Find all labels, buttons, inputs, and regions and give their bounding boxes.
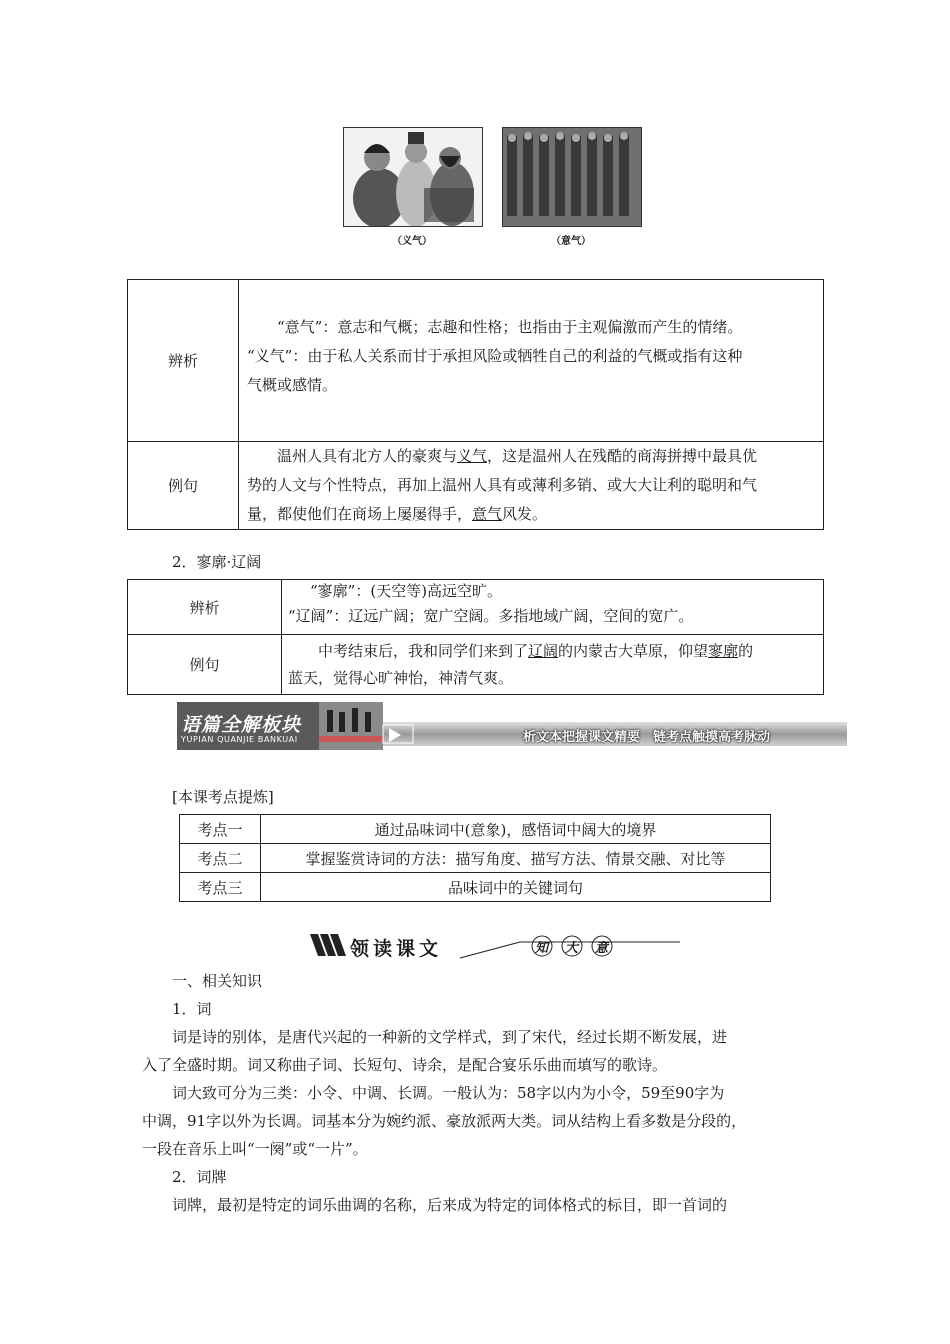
example-line: 温州人具有北方人的豪爽与义气，这是温州人在残酷的商海拼搏中最具优 — [277, 447, 758, 465]
heading-cipai: 2．词牌 — [172, 1168, 227, 1186]
section-title: 领读课文 — [350, 938, 443, 960]
table-cell-analysis — [239, 280, 824, 442]
kaodian-table — [179, 814, 771, 902]
underlined-word: 意气 — [472, 505, 503, 523]
kaodian-text: 通过品味词中(意象)，感悟词中阔大的境界 — [261, 815, 771, 844]
badge-da: 大 — [565, 941, 579, 956]
soldiers-drawing-icon — [503, 128, 641, 226]
analysis-line: “辽阔”：辽远广阔；宽广空阔。多指地域广阔，空间的宽广。 — [288, 607, 694, 625]
example-line: 中考结束后，我和同学们来到了辽阔的内蒙古大草原，仰望寥廓的 — [318, 641, 754, 660]
banner-title: 语篇全解板块 — [181, 714, 302, 736]
underlined-word: 寥廓 — [708, 641, 739, 660]
figures-drawing-icon — [344, 128, 482, 226]
left-figure-caption: （义气） — [392, 236, 432, 247]
table-cell-analysis — [282, 580, 824, 635]
analysis-line: “义气”：由于私人关系而甘于承担风险或牺牲自己的利益的气概或指有这种 — [247, 347, 743, 365]
underlined-word: 辽阔 — [528, 641, 559, 660]
table-head-liju: 例句 — [128, 635, 282, 695]
table-row — [180, 873, 771, 902]
underlined-word: 义气 — [457, 447, 488, 465]
table-cell-example — [239, 442, 824, 530]
paragraph-line: 中调，91字以外为长调。词基本分为婉约派、豪放派两大类。词从结构上看多数是分段的， — [142, 1112, 747, 1130]
paragraph-line: 词牌，最初是特定的词乐曲调的名称，后来成为特定的词体格式的标目，即一首词的 — [172, 1196, 728, 1214]
table-head-bianxi: 辨析 — [128, 280, 239, 442]
paragraph-line: 词大致可分为三类：小令、中调、长调。一般认为：58字以内为小令，59至90字为 — [172, 1084, 725, 1102]
comparison-table-liaokuo — [127, 579, 824, 695]
table-row — [180, 815, 771, 844]
item2-title: 2．寥廓·辽阔 — [172, 553, 262, 571]
badge-yi: 意 — [595, 941, 609, 956]
section-banner — [177, 702, 847, 750]
comparison-table-yiqi — [127, 279, 824, 530]
right-figure-caption: （意气） — [551, 236, 591, 247]
example-line: 量，都使他们在商场上屡屡得手，意气风发。 — [247, 505, 548, 523]
kaodian-text: 品味词中的关键词句 — [261, 873, 771, 902]
example-line: 蓝天，觉得心旷神怡，神清气爽。 — [288, 668, 514, 687]
table-head-liju: 例句 — [128, 442, 239, 530]
kaodian-label: 考点二 — [180, 844, 261, 873]
table-row — [180, 844, 771, 873]
analysis-line: 气概或感情。 — [247, 376, 338, 394]
analysis-line: “意气”：意志和气概；志趣和性格；也指由于主观偏激而产生的情绪。 — [277, 318, 743, 336]
example-line: 势的人文与个性特点，再加上温州人具有或薄利多销、或大大让利的聪明和气 — [247, 476, 758, 494]
table-head-bianxi: 辨析 — [128, 580, 282, 635]
yiqi-soldiers-photo — [502, 127, 642, 227]
heading-ci: 1．词 — [172, 1000, 212, 1018]
analysis-line: “寥廓”：(天空等)高远空旷。 — [310, 582, 503, 600]
table-cell-example — [282, 635, 824, 695]
yiqi-illustration — [343, 127, 483, 227]
kaodian-heading: [本课考点提炼] — [172, 788, 274, 806]
paragraph-line: 词是诗的别体，是唐代兴起的一种新的文学样式，到了宋代，经过长期不断发展，进 — [172, 1028, 728, 1046]
heading-related-knowledge: 一、相关知识 — [172, 972, 263, 990]
paragraph-line: 一段在音乐上叫“一阕”或“一片”。 — [142, 1140, 368, 1158]
lingdu-section-header — [310, 930, 680, 962]
kaodian-label: 考点三 — [180, 873, 261, 902]
badge-zhi: 知 — [535, 941, 549, 956]
kaodian-label: 考点一 — [180, 815, 261, 844]
paragraph-line: 入了全盛时期。词又称曲子词、长短句、诗余，是配合宴乐乐曲而填写的歌诗。 — [142, 1056, 668, 1074]
banner-pinyin: YUPIAN QUANJIE BANKUAI — [181, 735, 298, 744]
kaodian-text: 掌握鉴赏诗词的方法：描写角度、描写方法、情景交融、对比等 — [261, 844, 771, 873]
banner-slogan: 析文本把握课文精要 链考点触摸高考脉动 — [523, 730, 771, 745]
